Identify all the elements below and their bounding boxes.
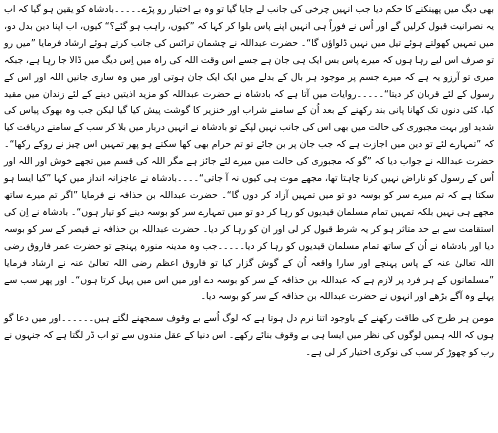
document-page xyxy=(4,2,494,431)
body-paragraph: بھی دیگ میں پھینکنے کا حکم دیا جب انہیں چرخی کی جانب لے جایا گیا تو وہ بے اختیار رو پڑے۔۔۔۔۔بادشاہ کو یقین ہو گیا کہ اب یہ نصرانیت قبول کرلیں گے اور اُس نے فوراً ہی انہیں اپنے پاس بلوا کر کہا کہ ”کیوں، راہب ہو گئے؟“ کیوں، اب اپنا دین بدل دو، میں تمہیں کھولتے ہوئے تیل میں نہیں ڈلواؤں گا“۔ حضرت عبداللہ نے چشمان ترائس کی جانب کرتے ہوئے ارشاد فرمایا ”میں رو تو صرف اس لیے رہا ہوں کہ میرے پاس بس ایک ہی جان ہے جسے اس وقت اللہ کی راہ میں اِس دیگ میں ڈالا جا رہا ہے، جبکہ میری تو آرزو یہ ہے کہ میرے جسم پر موجود ہر بال کے بدلے میں ایک ایک جان ہوتی اور میں وہ ساری جانیں اللہ اور اس کے رسول کے لئے قربان کر دیتا“۔۔۔۔۔روایات میں آتا ہے کہ بادشاہ نے حضرت عبداللہ کو مزید اذیتیں دینے کے لئے زندان میں مقید کیا، کئی دنوں تک کھانا پانی بند رکھنے کے بعد اُن کے سامنے شراب اور خنزیر کا گوشت پیش کیا گیا لیکن جب وہ بھوک پیاس کی شدید اور بہت مجبوری کی حالت میں بھی اس کی جانب نہیں لپکے تو بادشاہ نے انہیں دربار میں بلا کر سب کے سامنے دریافت کیا کہ ”تمہارے لئے تو دین میں اجازت ہے کہ جب جان پر بن جائے تو تم حرام بھی کھا سکتے ہو پھر تمہیں اس چیز نے روکے رکھا“۔ حضرت عبداللہ نے جواب دیا کہ ”گو کہ مجبوری کی حالت میں میرے لئے جائز ہے مگر اللہ کی قسم میں تجھے خوش اور اللہ اور اُس کے رسول کو ناراض نہیں کرنا چاہتا تھا، مجھے موت ہی کیوں نہ آ جاتی“۔۔۔۔بادشاہ نے عاجزانہ انداز میں کہا ”کیا ایسا ہو سکتا ہے کہ تم میرے سر کو بوسہ دو تو میں تمہیں آزاد کر دوں گا“۔ حضرت عبداللہ بن حذافہ نے فرمایا ”اگر تم میرے ساتھ مجھے ہی نہیں بلکہ تمہیں تمام مسلمان قیدیوں کو رہا کر دو تو میں تمہارے سر کو بوسہ دینے کو تیار ہوں“۔ بادشاہ نے اِن کی استقامت سے بے حد متاثر ہو کر یہ شرط قبول کر لی اور ان کو رہا کر دیا۔ حضرت عبداللہ بن حذافہ نے قیصر کے سر کو بوسہ دیا اور بادشاہ نے اُن کے ساتھ تمام مسلمان قیدیوں کو رہا کر دیا۔۔۔۔۔جب وہ مدینہ منورہ پہنچے تو حضرت عمر فاروق رضی اللہ تعالیٰ عنہ کے پاس پہنچے اور سارا واقعہ اُن کے گوش گزار کیا تو فاروق اعظم رضی اللہ تعالیٰ عنہ نے ارشاد فرمایا ”مسلمانوں کے ہر فرد پر لازم ہے کہ عبداللہ بن حذافہ کے سر کو بوسہ دے اور میں اس میں پہل کرتا ہوں“۔ اور پھر سب سے پہلے وہ آگے بڑھے اور انہوں نے حضرت عبداللہ بن حذافہ کے سر کو بوسہ دیا۔ xyxy=(4,4,494,303)
body-paragraph: مومن ہر طرح کی طاقت رکھنے کے باوجود اتنا نرم دل ہوتا ہے کہ لوگ اُسے بے وقوف سمجھنے لگتے ہیں۔۔۔۔۔۔اور میں دعا گو ہوں کہ اللہ ہمیں لوگوں کی نظر میں ایسا ہی بے وقوف بنائے رکھے۔ اس دنیا کے عقل مندوں سے تو اب ڈر لگتا ہے کہ جنہوں نے رب کو چھوڑ کر سب کی نوکری اختیار کر لی ہے۔ xyxy=(4,313,494,359)
